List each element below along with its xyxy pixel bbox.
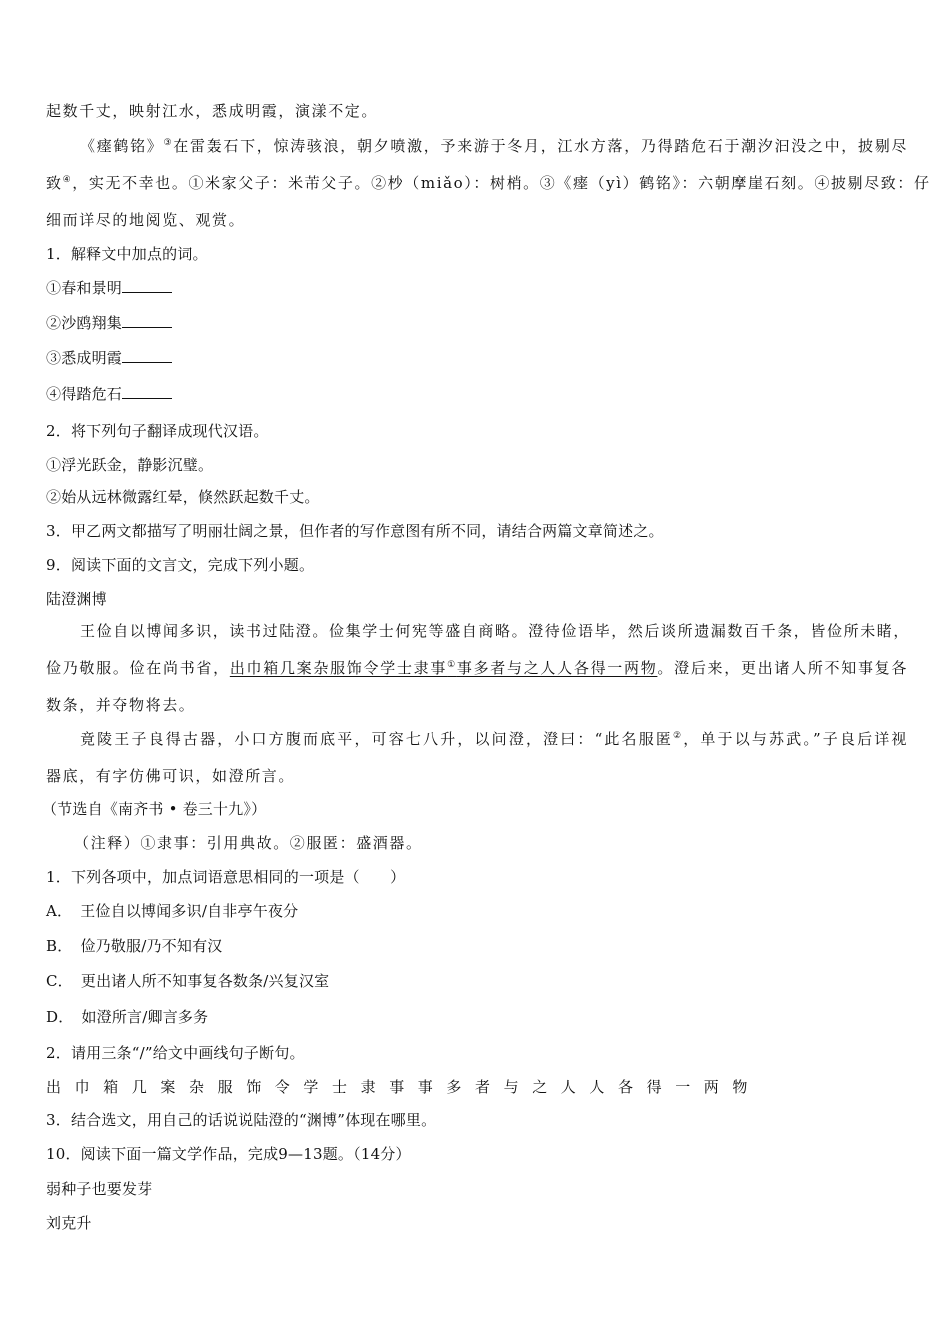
- item-label: ④得踏危石: [46, 385, 123, 403]
- passage-line: 起数千丈，映射江水，悉成明霞，演漾不定。: [46, 102, 379, 120]
- fill-blank-item: [46, 384, 908, 404]
- option-letter: D．: [46, 1008, 74, 1026]
- passage-line: [46, 658, 908, 678]
- section-intro: 10．阅读下面一篇文学作品，完成9—13题。（14分）: [46, 1145, 411, 1163]
- text-span: ，实无不幸也。①米家父子：米芾父子。②杪（miǎo）：树梢。③《瘗（yì）鹤铭》：六朝摩崖石刻。④披剔尽致：仔: [72, 174, 931, 192]
- text-span: ，单于以与苏武。”子良后详视: [683, 730, 909, 748]
- text-span: 在雷轰石下，惊涛骇浪，朝夕喷激，予来游于冬月，江水方落，乃得踏危石于潮汐汩没之中，披剔尽: [173, 137, 909, 155]
- question-stem: 1．解释文中加点的词。: [46, 245, 208, 263]
- option-letter: A．: [46, 902, 73, 920]
- choice-option-a[interactable]: [46, 901, 908, 921]
- passage-line: 数条，并夺物将去。: [46, 696, 196, 714]
- answer-blank[interactable]: [122, 384, 172, 399]
- fill-blank-item: [46, 278, 908, 298]
- question-stem: 3．甲乙两文都描写了明丽壮阔之景，但作者的写作意图有所不同，请结合两篇文章简述之。: [46, 522, 664, 540]
- underlined-sentence: [230, 659, 658, 677]
- text-span: 俭乃敬服。俭在尚书省，: [46, 659, 230, 677]
- answer-blank[interactable]: [122, 313, 172, 328]
- section-intro: 9．阅读下面的文言文，完成下列小题。: [46, 556, 315, 574]
- choice-option-c[interactable]: [46, 971, 908, 991]
- option-text: 王俭自以博闻多识/自非亭午夜分: [80, 902, 299, 920]
- text-span: 竟陵王子良得古器，小口方腹而底平，可容七八升，以问澄，澄曰：“此名服匿: [80, 730, 674, 748]
- option-letter: B．: [46, 937, 73, 955]
- choice-option-d[interactable]: [46, 1007, 908, 1027]
- passage-line: [80, 136, 908, 156]
- answer-blank[interactable]: [122, 278, 172, 293]
- question-stem: 1．下列各项中，加点词语意思相同的一项是（ ）: [46, 868, 406, 886]
- passage-title: 陆澄渊博: [46, 590, 107, 608]
- fill-blank-item: [46, 313, 908, 333]
- item-label: ①春和景明: [46, 279, 123, 297]
- question-stem: 3．结合选文，用自己的话说说陆澄的“渊博”体现在哪里。: [46, 1111, 437, 1129]
- annotation-notes: （注释）①隶事：引用典故。②服匿：盛酒器。: [74, 834, 423, 852]
- item-label: ③悉成明霞: [46, 349, 123, 367]
- text-span: 出巾箱几案杂服饰令学士隶事: [229, 659, 448, 677]
- question-stem: 2．将下列句子翻译成现代汉语。: [46, 422, 269, 440]
- item-label: ②沙鸥翔集: [46, 314, 123, 332]
- option-text: 更出诸人所不知事复各数条/兴复汉室: [80, 972, 330, 990]
- footnote-marker: ②: [673, 731, 684, 741]
- text-span: 《瘗鹤铭》: [80, 137, 164, 155]
- footnote-marker: ①: [447, 660, 457, 670]
- footnote-marker: ③: [163, 138, 174, 148]
- option-text: 俭乃敬服/乃不知有汉: [80, 937, 223, 955]
- text-span: 致: [46, 174, 63, 192]
- sentence-to-punctuate: 出巾箱几案杂服饰令学士隶事事多者与之人人各得一两物: [46, 1078, 762, 1096]
- answer-blank[interactable]: [122, 348, 172, 363]
- passage-line: 细而详尽的地阅览、观赏。: [46, 211, 246, 229]
- author-name: 刘克升: [46, 1214, 92, 1232]
- passage-line: 王俭自以博闻多识，读书过陆澄。俭集学士何宪等盛自商略。澄待俭语毕，然后谈所遗漏数百千条，皆俭所未睹，: [80, 622, 911, 640]
- footnote-marker: ④: [62, 175, 73, 185]
- text-span: 事多者与之人人各得一两物: [456, 659, 658, 677]
- fill-blank-item: [46, 348, 908, 368]
- passage-title: 弱种子也要发芽: [46, 1180, 153, 1198]
- choice-option-b[interactable]: [46, 936, 908, 956]
- source-citation: （节选自《南齐书 • 卷三十九》）: [42, 800, 267, 818]
- option-letter: C．: [46, 972, 73, 990]
- passage-line: 器底，有字仿佛可识，如澄所言。: [46, 767, 296, 785]
- translate-item: ①浮光跃金，静影沉璧。: [46, 456, 214, 474]
- question-stem: 2．请用三条“/”给文中画线句子断句。: [46, 1044, 305, 1062]
- passage-line: [80, 729, 908, 749]
- text-span: 。澄后来，更出诸人所不知事复各: [657, 659, 908, 677]
- passage-line: [46, 173, 931, 193]
- translate-item: ②始从远林微露红晕，倏然跃起数千丈。: [46, 488, 320, 506]
- option-text: 如澄所言/卿言多务: [81, 1008, 209, 1026]
